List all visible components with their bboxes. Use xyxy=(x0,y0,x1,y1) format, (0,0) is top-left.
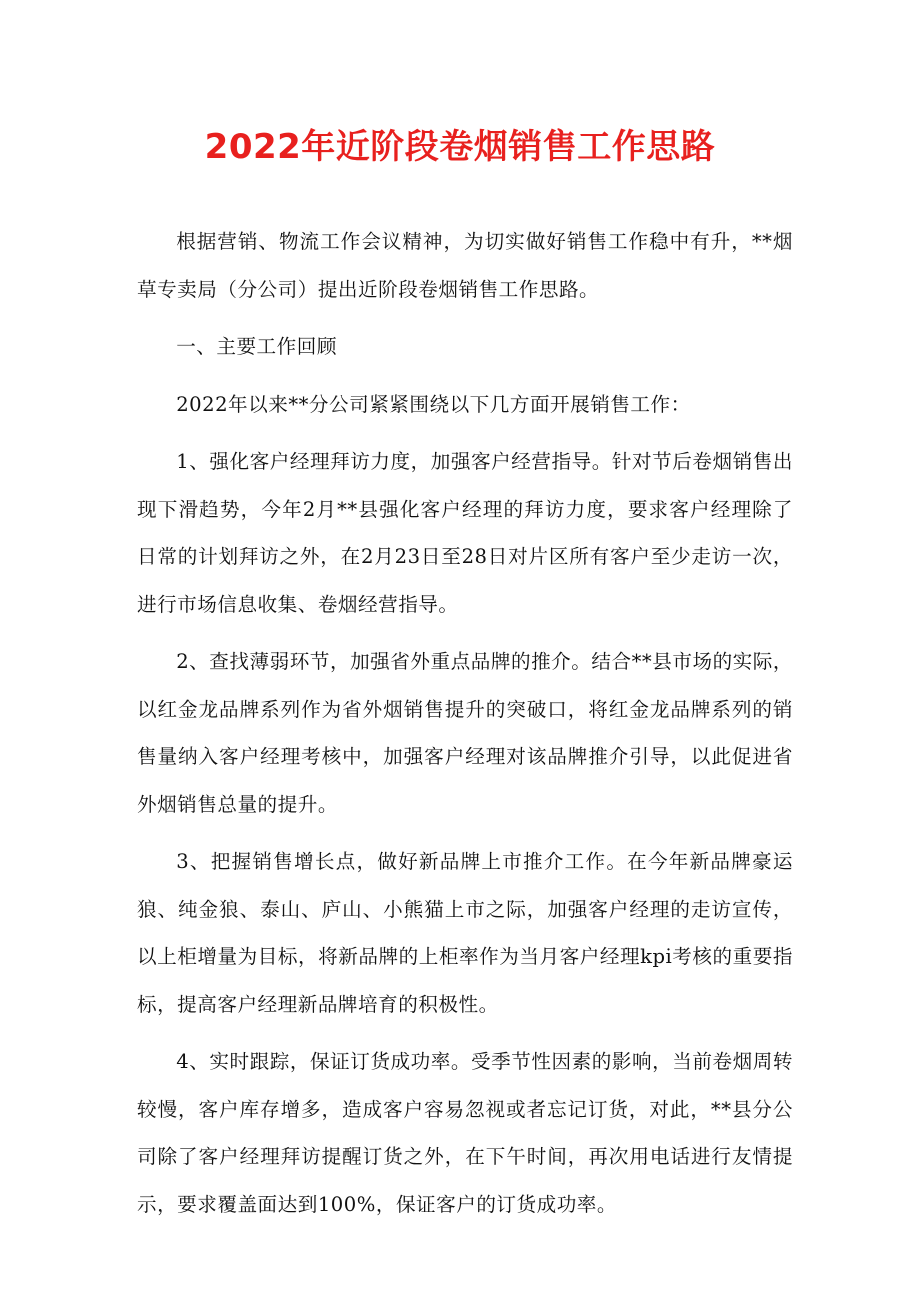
intro-paragraph: 根据营销、物流工作会议精神，为切实做好销售工作稳中有升，**烟草专卖局（分公司）提出近阶段卷烟销售工作思路。 xyxy=(137,230,793,301)
item-paragraph-2: 2、查找薄弱环节，加强省外重点品牌的推介。结合**县市场的实际，以红金龙品牌系列作为省外烟销售提升的突破口，将红金龙品牌系列的销售量纳入客户经理考核中，加强客户经理对该品牌推介引导，以此促进省外烟销售总量的提升。 xyxy=(137,650,793,816)
item-paragraph-3: 3、把握销售增长点，做好新品牌上市推介工作。在今年新品牌豪运狼、纯金狼、泰山、庐山、小熊猫上市之际，加强客户经理的走访宣传，以上柜增量为目标，将新品牌的上柜率作为当月客户经理kpi考核的重要指标，提高客户经理新品牌培育的积极性。 xyxy=(137,850,793,1016)
item-paragraph-4: 4、实时跟踪，保证订货成功率。受季节性因素的影响，当前卷烟周转较慢，客户库存增多，造成客户容易忽视或者忘记订货，对此，**县分公司除了客户经理拜访提醒订货之外，在下午时间，再次用电话进行友情提示，要求覆盖面达到100%，保证客户的订货成功率。 xyxy=(137,1050,793,1216)
summary-paragraph: 2022年以来**分公司紧紧围绕以下几方面开展销售工作： xyxy=(176,392,691,416)
section-heading: 一、主要工作回顾 xyxy=(176,335,337,358)
document-body xyxy=(137,218,793,1228)
item-paragraph-1: 1、强化客户经理拜访力度，加强客户经营指导。针对节后卷烟销售出现下滑趋势，今年2月**县强化客户经理的拜访力度，要求客户经理除了日常的计划拜访之外，在2月23日至28日对片区所有客户至少走访一次，进行市场信息收集、卷烟经营指导。 xyxy=(137,450,793,616)
document-title: 2022年近阶段卷烟销售工作思路 xyxy=(204,127,716,167)
